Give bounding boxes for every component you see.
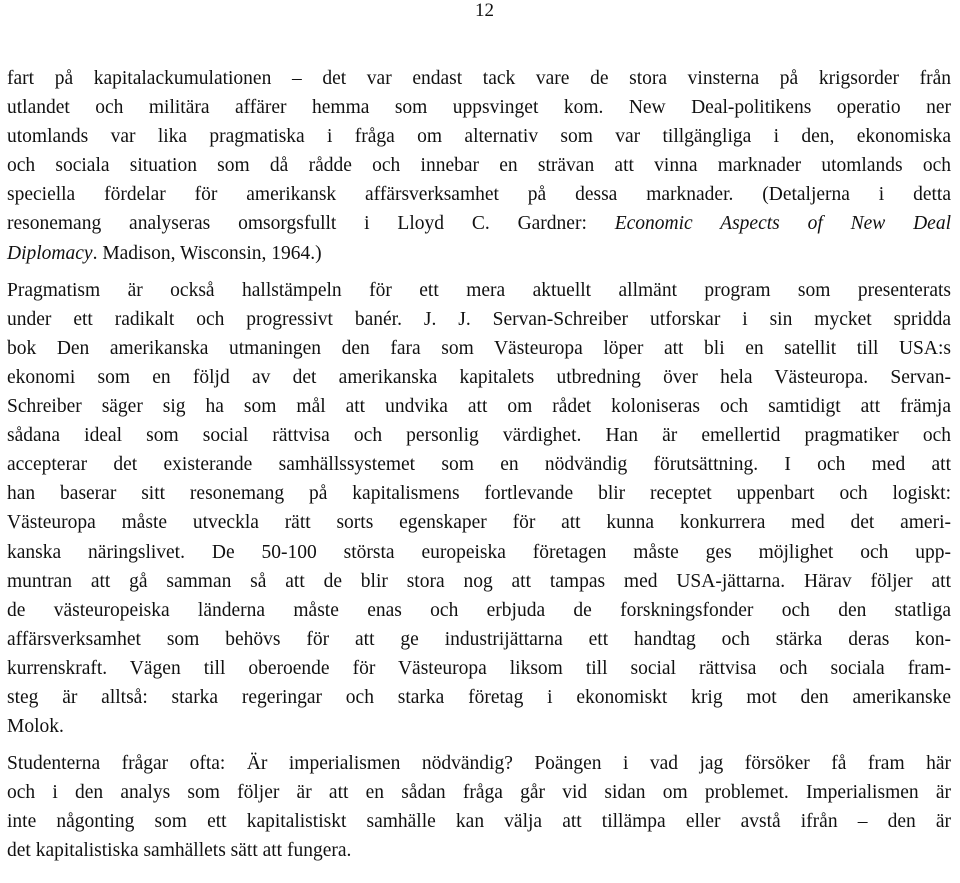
text-line: kurrenskraft. Vägen till oberoende för Västeuropa liksom till social rättvisa och sociala fram- <box>7 657 951 679</box>
text-line: och sociala situation som då rådde och innebar en strävan att vinna marknader utomlands och <box>7 155 951 177</box>
text-line: utlandet och militära affärer hemma som uppsvinget kom. New Deal-politikens operatio ner <box>7 97 951 119</box>
text-line: Västeuropa måste utveckla rätt sorts egenskaper för att kunna konkurrera med det ameri- <box>7 512 951 534</box>
text-line: under ett radikalt och progressivt banér. J. J. Servan-Schreiber utforskar i sin mycket spridda <box>7 308 951 330</box>
text-line: ekonomi som en följd av det amerikanska kapitalets utbredning över hela Västeuropa. Servan- <box>7 366 951 388</box>
text-line: Molok. <box>7 716 64 738</box>
text-line: affärsverksamhet som behövs för att ge industrijättarna ett handtag och stärka deras kon- <box>7 628 951 650</box>
text-line: inte någonting som ett kapitalistiskt samhälle kan välja att tillämpa eller avstå ifrån – den är <box>7 811 951 833</box>
text-line: speciella fördelar för amerikansk affärsverksamhet på dessa marknader. (Detaljerna i detta <box>7 184 951 206</box>
paragraph-2 <box>7 276 951 742</box>
text-line: de västeuropeiska länderna måste enas och erbjuda de forskningsfonder och den statliga <box>7 599 951 621</box>
text-line: bok Den amerikanska utmaningen den fara som Västeuropa löper att bli en satellit till USA:s <box>7 337 951 359</box>
paragraph-1 <box>7 64 951 268</box>
page-number: 12 <box>475 0 494 21</box>
citation-title: Economic Aspects of New Deal <box>614 213 951 235</box>
text-line <box>7 209 951 238</box>
text-line: det kapitalistiska samhällets sätt att fungera. <box>7 840 352 862</box>
text-line: utomlands var lika pragmatiska i fråga om alternativ som var tillgängliga i den, ekonomiska <box>7 126 951 148</box>
text-line: muntran att gå samman så att de blir stora nog att tampas med USA-jättarna. Härav följer att <box>7 570 951 592</box>
text-line: steg är alltså: starka regeringar och starka företag i ekonomiskt krig mot den amerikanske <box>7 686 951 708</box>
text-line <box>7 239 951 268</box>
text-line: han baserar sitt resonemang på kapitalismens fortlevande blir receptet uppenbart och logiskt: <box>7 483 951 505</box>
citation-text: . Madison, Wisconsin, 1964.) <box>92 242 322 264</box>
text-line: Pragmatism är också hallstämpeln för ett mera aktuellt allmänt program som presenterats <box>7 279 951 301</box>
text-line: kanska näringslivet. De 50-100 största europeiska företagen måste ges möjlighet och upp- <box>7 541 951 563</box>
body-text <box>7 64 951 866</box>
text-line: accepterar det existerande samhällssystemet som en nödvändig förutsättning. I och med att <box>7 454 951 476</box>
paragraph-3 <box>7 749 951 865</box>
citation-title: Diplomacy <box>7 242 93 264</box>
text-line: fart på kapitalackumulationen – det var endast tack vare de stora vinsterna på krigsorder från <box>7 68 951 89</box>
citation-text: resonemang analyseras omsorgsfullt i Lloyd C. Gardner: <box>7 213 615 235</box>
text-line: Studenterna frågar ofta: Är imperialismen nödvändig? Poängen i vad jag försöker få fram här <box>7 753 951 775</box>
text-line: och i den analys som följer är att en sådan fråga går vid sidan om problemet. Imperialismen är <box>7 782 951 804</box>
text-line: Schreiber säger sig ha som mål att undvika att om rådet koloniseras och samtidigt att främja <box>7 396 951 418</box>
text-line: sådana ideal som social rättvisa och personlig värdighet. Han är emellertid pragmatiker och <box>7 425 951 447</box>
